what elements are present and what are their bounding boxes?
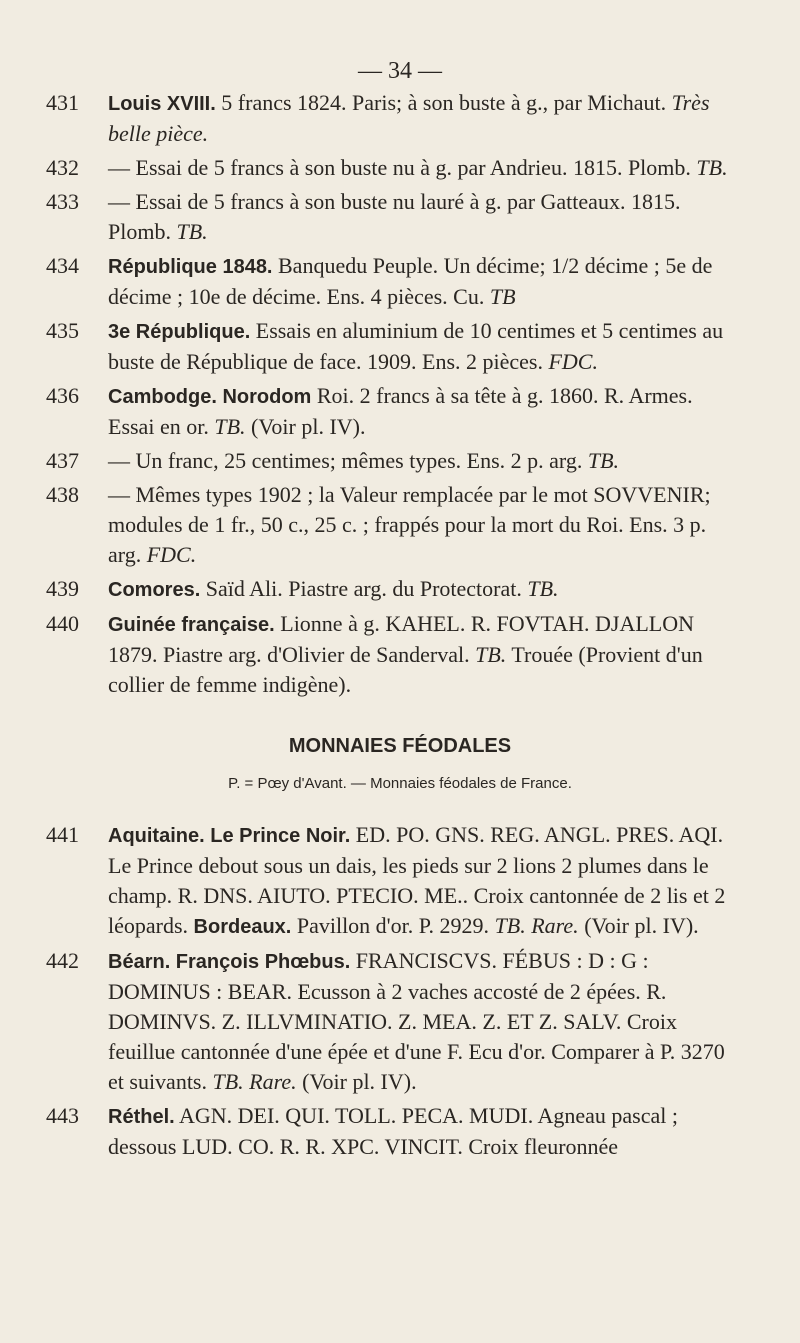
entry-heading: Béarn. François Phœbus. [108,951,351,973]
entry-433 [0,187,728,247]
entry-440 [0,609,728,700]
entry-text: ED. PO. GNS. REG. ANGL. PRES. AQI. Le Prince debout sous un dais, les pieds sur 2 lions 2 plumes dans le champ. R. DNS. AIUTO. PTECIO. ME.. Croix cantonnée de 2 lis et 2 léopards. [108,822,726,938]
entry-tail: (Voir pl. IV). [245,414,366,439]
entry-heading: 3e République. [108,321,251,343]
page-number: — 34 — [358,58,442,84]
entry-heading: Comores. [108,579,201,601]
entry-grade: TB. [527,576,559,601]
entry-mint: Bordeaux. [193,916,292,938]
entry-heading: Louis XVIII. [108,93,216,115]
entry-grade: TB. [214,414,246,439]
entry-text-continued: Pavillon d'or. P. 2929. [291,913,495,938]
entry-436 [0,381,728,442]
entry-text: Saïd Ali. Piastre arg. du Protectorat. [200,576,528,601]
entry-text: Essais en aluminium de 10 centimes et 5 centimes au buste de République de face. 1909. Ens. 2 pièces. [108,318,724,374]
entry-number: 439 [46,576,79,601]
entry-tail: Trouée (Provient d'un collier de femme indigène). [108,642,703,697]
entry-432 [0,153,728,183]
entry-tail: (Voir pl. IV). [296,1069,417,1094]
entry-number: 434 [46,253,79,278]
entry-number: 438 [46,482,79,507]
entry-441 [0,820,728,942]
entry-number: 440 [46,611,79,636]
entry-text: — Essai de 5 francs à son buste nu lauré à g. par Gatteaux. 1815. Plomb. [108,189,681,244]
entry-heading: République 1848. [108,256,273,278]
entry-list [0,88,800,704]
entry-434 [0,251,728,312]
entry-grade: TB. [475,642,507,667]
entry-number: 441 [46,822,79,847]
entry-heading: Cambodge. Norodom [108,386,312,408]
entry-tail: (Voir pl. IV). [578,913,699,938]
entry-number: 435 [46,318,79,343]
entry-443 [0,1101,728,1162]
section-title: MONNAIES FÉODALES [288,735,512,757]
entry-text: — Essai de 5 francs à son buste nu à g. par Andrieu. 1815. Plomb. [108,155,697,180]
entry-number: 437 [46,448,79,473]
entry-text: Roi. 2 francs à sa tête à g. 1860. R. Armes. Essai en or. [108,383,693,439]
entry-heading: Guinée française. [108,614,275,636]
entry-grade: TB. [587,448,620,473]
entry-text: — Mêmes types 1902 ; la Valeur remplacée par le mot SOVVENIR; modules de 1 fr., 50 c., 25 c. ; frappés pour la mort du Roi. Ens. 3 p. arg. [108,482,711,567]
section-reference: P. = Pœy d'Avant. — Monnaies féodales de France. [228,775,572,792]
entry-number: 443 [46,1103,79,1128]
entry-grade: Très belle pièce. [108,90,710,146]
entry-text: FRANCISCVS. FÉBUS : D : G : DOMINUS : BEAR. Ecusson à 2 vaches accosté de 2 épées. R. DOMINVS. Z. ILLVMINATIO. Z. MEA. Z. ET Z. SALV. Croix feuillue cantonnée d'une épée et d'une F. Ecu d'or. Comparer à P. 3270 et suivants. [108,948,725,1094]
entry-438 [0,480,728,570]
entry-442 [0,946,728,1097]
entry-grade: TB. [176,219,208,244]
entry-text: — Un franc, 25 centimes; mêmes types. Ens. 2 p. arg. [108,448,588,473]
entry-grade: TB. Rare. [494,913,579,938]
entry-number: 433 [46,189,79,214]
entry-heading: Aquitaine. Le Prince Noir. [108,825,351,847]
entry-text: AGN. DEI. QUI. TOLL. PECA. MUDI. Agneau pascal ; dessous LUD. CO. R. R. XPC. VINCIT. Croix fleuronnée [108,1103,678,1159]
entry-heading: Réthel. [108,1106,175,1128]
entry-grade: FDC. [548,349,598,374]
entry-grade: FDC. [146,542,197,567]
entry-431 [0,88,728,149]
entry-437 [0,446,728,476]
entry-435 [0,316,728,377]
entry-439 [0,574,728,605]
entry-text: Banquedu Peuple. Un décime; 1/2 décime ; 5e de décime ; 10e de décime. Ens. 4 pièces. Cu. [108,253,713,309]
entry-number: 431 [46,90,79,115]
entry-number: 442 [46,948,79,973]
entry-text: Lionne à g. KAHEL. R. FOVTAH. DJALLON 1879. Piastre arg. d'Olivier de Sanderval. [108,611,694,667]
entry-grade: TB [489,284,516,309]
entry-number: 436 [46,383,79,408]
entry-grade: TB. Rare. [212,1069,297,1094]
entry-text: 5 francs 1824. Paris; à son buste à g., par Michaut. [215,90,672,115]
entry-list-feudal [0,820,800,1166]
entry-number: 432 [46,155,79,180]
entry-grade: TB. [696,155,728,180]
